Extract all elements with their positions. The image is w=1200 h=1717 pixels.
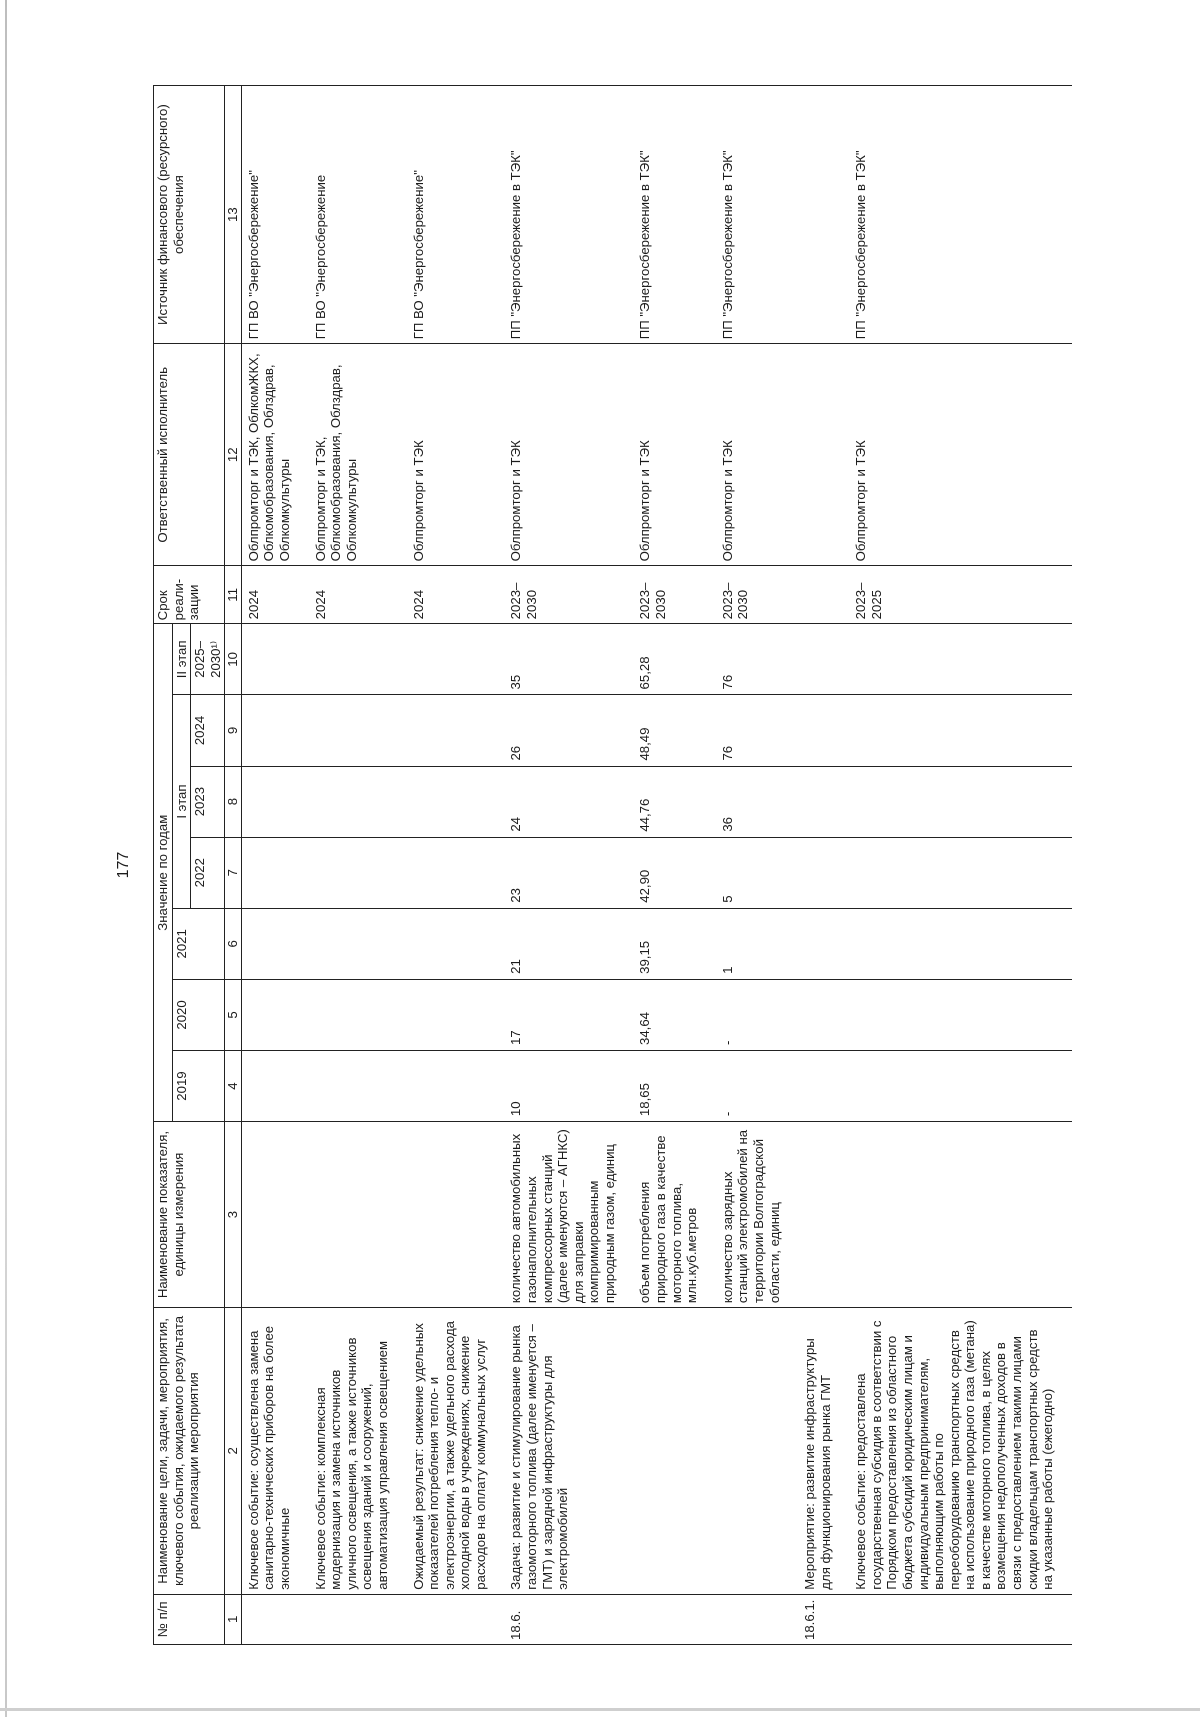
value-2022 — [309, 837, 407, 908]
value-2022 — [241, 837, 308, 908]
row-num: 18.6.1. — [798, 1594, 849, 1644]
value-2021: 21 — [504, 908, 633, 979]
row-executor: Облпромторг и ТЭК — [504, 344, 633, 566]
value-2022 — [407, 837, 505, 908]
value-2023 — [407, 766, 505, 837]
header-year-2025-2030: 2025–2030¹⁾ — [191, 624, 225, 695]
row-term: 2023–2030 — [504, 566, 633, 624]
column-number: 4 — [225, 1050, 242, 1121]
row-num — [716, 1594, 798, 1644]
column-number: 8 — [225, 766, 242, 837]
value-2021 — [849, 908, 1072, 979]
header-executor: Ответственный исполнитель — [154, 344, 225, 566]
value-2025-2030 — [241, 624, 308, 695]
row-executor: Облпромторг и ТЭК — [633, 344, 715, 566]
table-row — [504, 86, 633, 1645]
row-name: Ключевое событие: предоставлена государственная субсидия в соответствии с Порядком предоставления из областного бюджета субсидий юридическим лицам и индивидуальным предпринимателям, выполняющим работы по переоборудованию транспортных средств на использование природного газа (метана) в качестве моторного топлива, в целях возмещения недополученных доходов в связи с предоставлением такими лицами скидки владельцам транспортных средств на указанные работы (ежегодно) — [849, 1308, 1072, 1595]
header-year-2022: 2022 — [191, 837, 225, 908]
row-source: ГП ВО "Энергосбережение" — [241, 86, 308, 344]
value-2019 — [798, 1050, 849, 1121]
value-2022 — [798, 837, 849, 908]
row-indicator — [849, 1122, 1072, 1308]
row-indicator — [407, 1122, 505, 1308]
value-2019 — [849, 1050, 1072, 1121]
table-row — [407, 86, 505, 1645]
value-2023 — [798, 766, 849, 837]
header-year-2024: 2024 — [191, 695, 225, 766]
row-indicator: объем потребления природного газа в качестве моторного топлива, млн.куб.метров — [633, 1122, 715, 1308]
header-year-2020: 2020 — [172, 979, 225, 1050]
row-indicator: количество зарядных станций электромобилей на территории Волгоградской области, единиц — [716, 1122, 798, 1308]
column-number: 10 — [225, 624, 242, 695]
value-2021 — [798, 908, 849, 979]
value-2024: 48,49 — [633, 695, 715, 766]
value-2023: 24 — [504, 766, 633, 837]
row-source: ГП ВО "Энергосбережение — [309, 86, 407, 344]
value-2020 — [849, 979, 1072, 1050]
row-name: Ключевое событие: комплексная модернизация и замена источников уличного освещения, а также источников освещения зданий и сооружений, автоматизация управления освещением — [309, 1308, 407, 1595]
value-2024: 76 — [716, 695, 798, 766]
row-source — [798, 86, 849, 344]
row-term: 2024 — [309, 566, 407, 624]
row-term: 2023–2025 — [849, 566, 1072, 624]
row-executor: Облпромторг и ТЭК, ОблкомЖКХ, Облкомобразования, Облздрав, Облкомкультуры — [241, 344, 308, 566]
value-2020 — [407, 979, 505, 1050]
row-indicator: количество автомобильных газонаполнительных компрессорных станций (далее именуются – АГНКС) для заправки компримированным природным газом, единиц — [504, 1122, 633, 1308]
row-source: ПП "Энергосбережение в ТЭК" — [716, 86, 798, 344]
row-executor: Облпромторг и ТЭК — [849, 344, 1072, 566]
scan-edge-bottom — [0, 1708, 1200, 1711]
header-source: Источник финансового (ресурсного) обеспечения — [154, 86, 225, 344]
row-name — [716, 1308, 798, 1595]
column-number: 11 — [225, 566, 242, 624]
rotated-document-page — [115, 85, 1090, 1645]
value-2025-2030: 76 — [716, 624, 798, 695]
row-num — [241, 1594, 308, 1644]
row-executor: Облпромторг и ТЭК — [716, 344, 798, 566]
column-number: 12 — [225, 344, 242, 566]
value-2021 — [241, 908, 308, 979]
row-source: ПП "Энергосбережение в ТЭК" — [504, 86, 633, 344]
row-executor: Облпромторг и ТЭК, Облкомобразования, Облздрав, Облкомкультуры — [309, 344, 407, 566]
row-term: 2024 — [241, 566, 308, 624]
value-2023 — [241, 766, 308, 837]
table-row — [241, 86, 308, 1645]
column-number: 2 — [225, 1308, 242, 1595]
value-2020 — [798, 979, 849, 1050]
value-2023 — [849, 766, 1072, 837]
row-num — [849, 1594, 1072, 1644]
table-row — [633, 86, 715, 1645]
table-row — [798, 86, 849, 1645]
value-2024 — [309, 695, 407, 766]
value-2021 — [309, 908, 407, 979]
value-2025-2030 — [849, 624, 1072, 695]
value-2020: 17 — [504, 979, 633, 1050]
row-source: ГП ВО "Энергосбережение" — [407, 86, 505, 344]
column-number: 1 — [225, 1594, 242, 1644]
table-row — [849, 86, 1072, 1645]
value-2025-2030 — [798, 624, 849, 695]
value-2019: - — [716, 1050, 798, 1121]
column-number: 6 — [225, 908, 242, 979]
row-indicator — [309, 1122, 407, 1308]
header-num: № п/п — [154, 1594, 225, 1644]
value-2021 — [407, 908, 505, 979]
column-number: 9 — [225, 695, 242, 766]
value-2024 — [798, 695, 849, 766]
row-term: 2023–2030 — [716, 566, 798, 624]
value-2020 — [241, 979, 308, 1050]
value-2024 — [241, 695, 308, 766]
value-2019 — [407, 1050, 505, 1121]
value-2025-2030 — [309, 624, 407, 695]
value-2019: 10 — [504, 1050, 633, 1121]
header-stage-1: I этап — [172, 695, 191, 908]
row-name: Задача: развитие и стимулирование рынка газомоторного топлива (далее именуется – ГМТ) и зарядной инфраструктуры для электромобилей — [504, 1308, 633, 1595]
value-2023: 36 — [716, 766, 798, 837]
row-num — [309, 1594, 407, 1644]
indicators-table — [153, 85, 1072, 1645]
column-number: 3 — [225, 1122, 242, 1308]
row-name: Ожидаемый результат: снижение удельных показателей потребления тепло- и электроэнергии, а также удельного расхода холодной воды в учреждениях, снижение расходов на оплату коммунальных услуг — [407, 1308, 505, 1595]
value-2022: 42,90 — [633, 837, 715, 908]
value-2025-2030: 35 — [504, 624, 633, 695]
table-row — [716, 86, 798, 1645]
value-2025-2030 — [407, 624, 505, 695]
column-number: 7 — [225, 837, 242, 908]
value-2019 — [241, 1050, 308, 1121]
row-name: Мероприятие: развитие инфраструктуры для функционирования рынка ГМТ — [798, 1308, 849, 1595]
value-2022: 5 — [716, 837, 798, 908]
value-2024 — [849, 695, 1072, 766]
header-term: Срок реали-зации — [154, 566, 225, 624]
header-values-by-year: Значение по годам — [154, 624, 173, 1122]
scan-edge — [5, 0, 7, 1717]
header-name: Наименование цели, задачи, мероприятия, ключевого события, ожидаемого результата реализации мероприятия — [154, 1308, 225, 1595]
column-number: 13 — [225, 86, 242, 344]
header-stage-2: II этап — [172, 624, 191, 695]
row-term: 2024 — [407, 566, 505, 624]
row-indicator — [798, 1122, 849, 1308]
row-num: 18.6. — [504, 1594, 633, 1644]
value-2020 — [309, 979, 407, 1050]
value-2024: 26 — [504, 695, 633, 766]
header-year-2023: 2023 — [191, 766, 225, 837]
header-year-2021: 2021 — [172, 908, 225, 979]
row-term — [798, 566, 849, 624]
row-source: ПП "Энергосбережение в ТЭК" — [633, 86, 715, 344]
table-row — [309, 86, 407, 1645]
row-num — [633, 1594, 715, 1644]
row-indicator — [241, 1122, 308, 1308]
value-2022: 23 — [504, 837, 633, 908]
value-2021: 1 — [716, 908, 798, 979]
row-num — [407, 1594, 505, 1644]
value-2020: - — [716, 979, 798, 1050]
value-2019: 18,65 — [633, 1050, 715, 1121]
page-number: 177 — [115, 851, 132, 879]
row-term: 2023–2030 — [633, 566, 715, 624]
value-2025-2030: 65,28 — [633, 624, 715, 695]
value-2023: 44,76 — [633, 766, 715, 837]
row-name — [633, 1308, 715, 1595]
row-name: Ключевое событие: осуществлена замена санитарно-технических приборов на более экономичные — [241, 1308, 308, 1595]
value-2024 — [407, 695, 505, 766]
row-executor: Облпромторг и ТЭК — [407, 344, 505, 566]
header-year-2019: 2019 — [172, 1050, 225, 1121]
value-2020: 34,64 — [633, 979, 715, 1050]
row-source: ПП "Энергосбережение в ТЭК" — [849, 86, 1072, 344]
header-indicator: Наименование показателя, единицы измерения — [154, 1122, 225, 1308]
value-2023 — [309, 766, 407, 837]
value-2022 — [849, 837, 1072, 908]
value-2021: 39,15 — [633, 908, 715, 979]
value-2019 — [309, 1050, 407, 1121]
row-executor — [798, 344, 849, 566]
column-number: 5 — [225, 979, 242, 1050]
